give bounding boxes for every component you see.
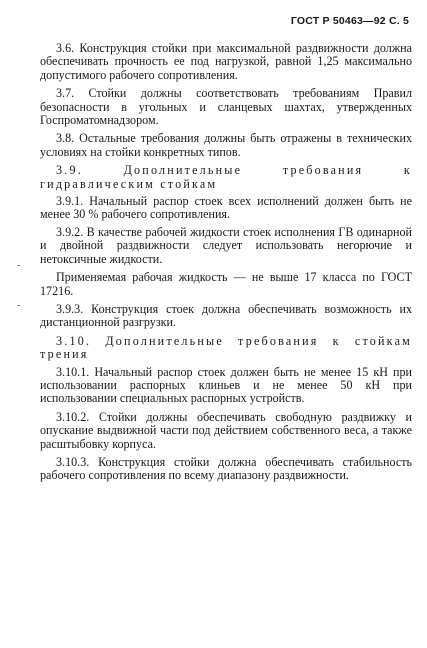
document-body	[40, 42, 412, 488]
paragraph-3-9-2: 3.9.2. В качестве рабочей жидкости стоек исполнения ГВ одинарной и двойной раздвижности следует использовать негорючие и нетоксичные жидкости.	[40, 224, 412, 266]
section-heading-3-10: 3.10. Дополнительные требования к стойкам трения	[40, 333, 412, 362]
paragraph-3-8: 3.8. Остальные требования должны быть отражены в технических условиях на стойки конкретных типов.	[40, 131, 412, 159]
paragraph-3-9-3: 3.9.3. Конструкция стоек должна обеспечивать возможность их дистанционной разгрузки.	[40, 301, 412, 330]
section-heading-3-9: 3.9. Дополнительные требования к гидравлическим стойкам	[40, 163, 412, 191]
page-header: ГОСТ Р 50463—92 С. 5	[290, 15, 409, 27]
paragraph-working-fluid: Применяемая рабочая жидкость — не выше 17 класса по ГОСТ 17216.	[40, 270, 412, 298]
margin-mark	[17, 305, 20, 306]
paragraph-3-10-3: 3.10.3. Конструкция стойки должна обеспечивать стабильность рабочего сопротивления по всему диапазону раздвижности.	[40, 454, 412, 483]
paragraph-3-10-2: 3.10.2. Стойки должны обеспечивать свободную раздвижку и опускание выдвижной части под действием собственного веса, а также расштыбовку корпуса.	[40, 409, 412, 451]
paragraph-3-7: 3.7. Стойки должны соответствовать требованиям Правил безопасности в угольных и сланцевых шахтах, утвержденных Госпроматомнадзором.	[40, 86, 412, 128]
paragraph-3-9-1: 3.9.1. Начальный распор стоек всех исполнений должен быть не менее 30 % рабочего сопротивления.	[40, 194, 412, 222]
paragraph-3-10-1: 3.10.1. Начальный распор стоек должен быть не менее 15 кН при использовании распорных клиньев и не менее 50 кН при использовании специальных распорных устройств.	[40, 364, 412, 406]
paragraph-3-6: 3.6. Конструкция стойки при максимальной раздвижности должна обеспечивать прочность ее под нагрузкой, равной 1,25 максимально допустимого рабочего сопротивления.	[40, 41, 412, 82]
margin-mark	[17, 265, 20, 266]
